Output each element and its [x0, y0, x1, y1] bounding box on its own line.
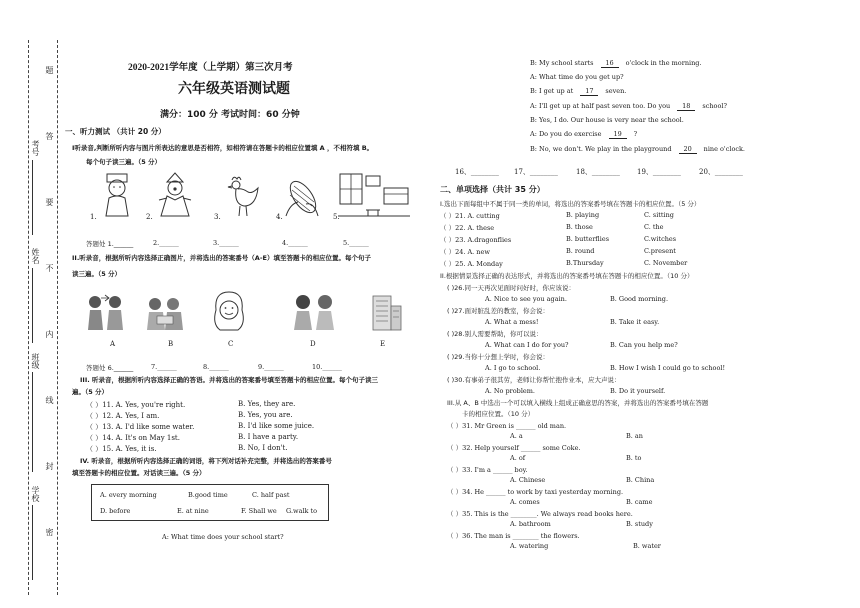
score-time: 满分：100 分 考试时间：60 分钟	[160, 110, 300, 120]
question-34[interactable]: （ ）34. He ______ to work by taxi yesterday morning.	[447, 488, 624, 496]
dialogue-text: school?	[702, 102, 727, 110]
answer-blank-3[interactable]: 3.______	[213, 239, 239, 247]
school-field-line[interactable]	[32, 505, 33, 580]
term-heading: 2020-2021学年度（上学期）第三次月考	[128, 63, 293, 73]
choice-part2-instruction: II.根据情景选择正确的表达形式，并将选出的答案番号填在答题卡的相应位置。（10 分）	[440, 272, 694, 280]
answer-line-18[interactable]: 18、________	[576, 168, 620, 176]
word-bank-option: G.walk to	[286, 507, 318, 515]
picture-letter: D	[310, 340, 316, 348]
dialogue-text: ?	[633, 130, 638, 138]
picture-letter: A	[110, 340, 116, 348]
option-a: A. watering	[510, 542, 549, 550]
option-a: A. Nice to see you again.	[485, 295, 567, 303]
part4-instruction: IV. 听录音，根据所听内容选择正确的词语，将下列对话补充完整，并将选出的答案番号	[80, 457, 332, 465]
answer-blank-5[interactable]: 5.______	[343, 239, 369, 247]
answer-blank-9[interactable]: 9.______	[258, 363, 284, 371]
blank-19[interactable]: 19	[609, 130, 627, 139]
dialogue-line-19	[530, 130, 637, 139]
dialogue-text: seven.	[605, 87, 627, 95]
option-a: A. What a mess!	[485, 318, 539, 326]
part2-instruction-2: 读三遍。（5 分）	[72, 270, 122, 278]
question-28[interactable]: ( )28.别人需要帮助，你可以说：	[447, 330, 543, 338]
dialogue-text: B: No, we don't. We play in the playground	[530, 145, 672, 153]
option-c: C. the	[644, 223, 664, 231]
class-field-line[interactable]	[32, 372, 33, 472]
reading-kids-icon	[143, 292, 187, 332]
part3-instruction: III. 听录音，根据所听内容选择正确的答语。并将选出的答案番号填至答题卡的相应位置。每个句子读三	[80, 376, 378, 384]
class-label: 班级	[31, 353, 40, 369]
blank-18[interactable]: 18	[677, 102, 695, 111]
building-icon	[365, 292, 405, 332]
option-a: A. I go to school.	[485, 364, 541, 372]
school-label: 学校	[31, 486, 40, 502]
option-a: A. of	[510, 454, 526, 462]
option-a: A. No problem.	[485, 387, 535, 395]
choice-part3-instruction: III.从 A、B 中选出一个可以填入横线上组成正确意思的答案，并将选出的答案番号填在答题	[447, 399, 709, 407]
word-bank-option: A. every morning	[100, 491, 157, 499]
blank-20[interactable]: 20	[679, 145, 697, 154]
name-label: 姓名	[31, 248, 40, 264]
word-bank-option: F. Shall we	[241, 507, 277, 515]
question-22[interactable]: （ ）22. A. these	[440, 224, 495, 232]
option-b: B. study	[626, 520, 653, 528]
part4-instruction-2: 填至答题卡的相应位置。对话读三遍。（5 分）	[72, 469, 206, 477]
dialogue-line-17	[530, 87, 626, 96]
option-b: B. Can you help me?	[610, 341, 678, 349]
part1-instruction: I听录音,判断所听内容与图片所表达的意思是否相符，如相符请在答题卡的相应位置填 A ，不相符填 B。	[72, 144, 374, 152]
option-b: B. to	[626, 454, 642, 462]
option-b: B.Thursday	[566, 259, 604, 267]
option-b: B. an	[626, 432, 643, 440]
option-c: C. sitting	[644, 211, 674, 219]
blank-17[interactable]: 17	[580, 87, 598, 96]
question-35[interactable]: （ ）35. This is the ________. We always read books here.	[447, 510, 633, 518]
word-bank-option: E. at nine	[177, 507, 209, 515]
seal-char: 题	[45, 66, 54, 74]
word-bank-box	[91, 484, 329, 521]
question-13[interactable]: （ ）13. A. I'd like some water.	[86, 423, 195, 431]
answer-line-20[interactable]: 20、________	[699, 168, 743, 176]
picture-number: 4.	[276, 213, 283, 221]
part3-instruction-2: 遍。（5 分）	[72, 388, 109, 396]
question-11-option-b: B. Yes, they are.	[238, 400, 296, 408]
option-b: B. Take it easy.	[610, 318, 660, 326]
question-13-option-b: B. I'd like some juice.	[238, 422, 315, 430]
picture-letter: E	[380, 340, 386, 348]
dialogue-text: A: Do you do exercise	[530, 130, 602, 138]
dialogue-text: o'clock in the morning.	[625, 59, 702, 67]
dialogue-line: B: Yes, I do. Our house is very near the school.	[530, 116, 684, 124]
option-c: C.present	[644, 247, 676, 255]
option-a: A. Chinese	[510, 476, 546, 484]
answer-blank-10[interactable]: 10.______	[312, 363, 342, 371]
clown-icon	[155, 172, 195, 218]
exam-number-label: 考号	[31, 140, 40, 156]
page-title: 六年级英语测试题	[178, 81, 290, 97]
answer-line-17[interactable]: 17、________	[514, 168, 558, 176]
option-b: B. playing	[566, 211, 600, 219]
question-36[interactable]: （ ）36. The man is ________ the flowers.	[447, 532, 580, 540]
question-15[interactable]: （ ）15. A. Yes, it is.	[86, 445, 157, 453]
dialogue-text: nine o'clock.	[703, 145, 745, 153]
dialogue-line-16	[530, 59, 702, 68]
question-12-option-b: B. Yes, you are.	[238, 411, 293, 419]
seal-char: 答	[45, 132, 54, 140]
dialogue-line-18	[530, 102, 727, 111]
seal-char: 线	[45, 396, 54, 404]
answer-blank-1[interactable]: 答题处 1.______	[86, 240, 134, 248]
name-field-line[interactable]	[32, 268, 33, 343]
question-30[interactable]: ( )30.有事弟子很其劳，老师让你帮忙抱作业本，应大声说：	[447, 376, 621, 384]
answer-line-16[interactable]: 16、________	[455, 168, 499, 176]
option-b: B. butterflies	[566, 235, 610, 243]
question-14-option-b: B. I have a party.	[238, 433, 299, 441]
option-b: B. came	[626, 498, 653, 506]
picture-letter: B	[168, 340, 174, 348]
dialogue-text: B: I get up at	[530, 87, 574, 95]
nurse-icon	[98, 172, 136, 218]
dialogue-line-20	[530, 145, 745, 154]
seal-char: 密	[45, 528, 54, 536]
living-room-icon	[336, 170, 412, 218]
answer-blank-7[interactable]: 7.______	[151, 363, 177, 371]
seal-char: 内	[45, 330, 54, 338]
question-25[interactable]: （ ）25. A. Monday	[440, 260, 503, 268]
dialogue-line: A: What time do you get up?	[530, 73, 624, 81]
smiling-girl-icon	[210, 290, 248, 334]
listening-section-title: 一、听力测试 （共计 20 分）	[65, 127, 166, 136]
option-b: B. water	[633, 542, 661, 550]
answer-blank-8[interactable]: 8.______	[203, 363, 229, 371]
question-29[interactable]: ( )29.当你十分想上学时，你会说：	[447, 353, 549, 361]
question-27[interactable]: ( )27.面对脏乱差的教室，你会说：	[447, 307, 549, 315]
word-bank-option: B.good time	[188, 491, 228, 499]
choice-part3-instruction-2: 卡的相应位置。（10 分）	[462, 410, 535, 418]
question-26[interactable]: ( )26.同一天再次见面时问好时，你应该说：	[447, 284, 575, 292]
seal-char: 要	[45, 198, 54, 206]
binding-line-inner	[57, 40, 58, 595]
picture-number: 5.	[333, 213, 340, 221]
picture-number: 1.	[90, 213, 97, 221]
dialogue-text: A: I'll get up at half past seven too. Do you	[530, 102, 671, 110]
word-bank-option: D. before	[100, 507, 131, 515]
option-c: C.witches	[644, 235, 677, 243]
picture-number: 2.	[146, 213, 153, 221]
part2-instruction: II.听录音，根据所听内容选择正确图片，并将选出的答案番号（A-E）填至答题卡的相应位置。每个句子	[72, 254, 371, 262]
option-a: A. What can I do for you?	[485, 341, 569, 349]
talking-kids-icon	[85, 292, 125, 332]
question-14[interactable]: （ ）14. A. It's on May 1st.	[86, 434, 180, 442]
picture-number: 3.	[214, 213, 221, 221]
question-21[interactable]: （ ）21. A. cutting	[440, 212, 500, 220]
option-b: B. round	[566, 247, 595, 255]
blank-16[interactable]: 16	[601, 59, 619, 68]
rooster-icon	[222, 174, 262, 218]
seal-char: 不	[45, 264, 54, 272]
answer-blank-6[interactable]: 答题处 6.______	[86, 364, 134, 372]
option-b: B. Do it yourself.	[610, 387, 666, 395]
question-11[interactable]: （ ）11. A. Yes, you're right.	[86, 401, 186, 409]
dialogue-start: A: What time does your school start?	[162, 533, 284, 541]
option-a: A. bathroom	[510, 520, 551, 528]
choice-part1-instruction: I.选出下面每组中不属于同一类的单词，将选出的答案番号填在答题卡的相应位置。（5 分）	[440, 200, 701, 208]
question-12[interactable]: （ ）12. A. Yes, I am.	[86, 412, 160, 420]
picture-letter: C	[228, 340, 234, 348]
question-24[interactable]: （ ）24. A. new	[440, 248, 490, 256]
binding-line-outer	[28, 40, 29, 595]
option-c: C. November	[644, 259, 688, 267]
option-b: B. China	[626, 476, 655, 484]
option-b: B. Good morning.	[610, 295, 669, 303]
answer-line-19[interactable]: 19、________	[637, 168, 681, 176]
two-girls-icon	[290, 292, 338, 332]
question-32[interactable]: （ ）32. Help yourself ______ some Coke.	[447, 444, 581, 452]
word-bank-option: C. half past	[252, 491, 290, 499]
question-31[interactable]: （ ）31. Mr Green is ______ old man.	[447, 422, 567, 430]
option-a: A. comes	[510, 498, 540, 506]
question-33[interactable]: （ ）33. I'm a ______ boy.	[447, 466, 528, 474]
exam-number-field-line[interactable]	[32, 160, 33, 235]
answer-blank-2[interactable]: 2.______	[153, 239, 179, 247]
option-b: B. those	[566, 223, 593, 231]
option-a: A. a	[510, 432, 523, 440]
corn-icon	[282, 176, 324, 218]
question-15-option-b: B. No, I don't.	[238, 444, 288, 452]
option-b: B. How I wish I could go to school!	[610, 364, 726, 372]
dialogue-text: B: My school starts	[530, 59, 594, 67]
seal-char: 封	[45, 462, 54, 470]
answer-blank-4[interactable]: 4.______	[282, 239, 308, 247]
choice-section-title: 二、单项选择（共计 35 分）	[440, 185, 545, 194]
question-23[interactable]: （ ）23. A.dragonflies	[440, 236, 512, 244]
part1-instruction-2: 每个句子读三遍。（5 分）	[86, 158, 162, 166]
